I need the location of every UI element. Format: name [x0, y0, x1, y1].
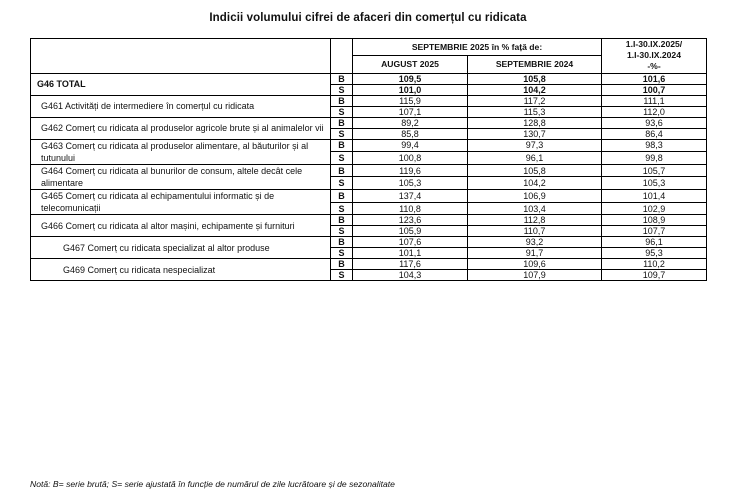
series-label-s-0: S [331, 84, 353, 95]
table-row [31, 139, 707, 152]
series-label-b-2: B [331, 117, 353, 128]
series-label-s-1: S [331, 106, 353, 117]
row-label-8: G469 Comerț cu ridicata nespecializat [31, 259, 331, 281]
value-3-s-september: 96,1 [468, 152, 602, 165]
value-4-b-august: 119,6 [353, 164, 468, 177]
value-8-s-september: 107,9 [468, 270, 602, 281]
value-2-s-cumulative: 86,4 [602, 128, 707, 139]
value-4-b-september: 105,8 [468, 164, 602, 177]
row-label-4: G464 Comerț cu ridicata al bunurilor de consum, altele decât cele alimentare [31, 164, 331, 189]
value-6-s-september: 110,7 [468, 226, 602, 237]
value-6-b-august: 123,6 [353, 215, 468, 226]
value-4-s-september: 104,2 [468, 177, 602, 190]
header-corner-cell [31, 39, 331, 74]
value-6-s-cumulative: 107,7 [602, 226, 707, 237]
value-1-s-september: 115,3 [468, 106, 602, 117]
value-0-s-cumulative: 100,7 [602, 84, 707, 95]
header-group-september-2025: SEPTEMBRIE 2025 în % față de: [353, 39, 602, 56]
value-5-b-september: 106,9 [468, 190, 602, 203]
value-2-b-august: 89,2 [353, 117, 468, 128]
value-8-s-august: 104,3 [353, 270, 468, 281]
value-8-b-cumulative: 110,2 [602, 259, 707, 270]
value-5-s-september: 103,4 [468, 202, 602, 215]
value-0-b-august: 109,5 [353, 73, 468, 84]
value-5-s-cumulative: 102,9 [602, 202, 707, 215]
table-row [31, 117, 707, 128]
series-label-b-8: B [331, 259, 353, 270]
value-3-s-august: 100,8 [353, 152, 468, 165]
value-0-s-august: 101,0 [353, 84, 468, 95]
value-4-s-august: 105,3 [353, 177, 468, 190]
page-title: Indicii volumului cifrei de afaceri din comerțul cu ridicata [209, 12, 527, 24]
table-row [31, 190, 707, 203]
series-label-s-7: S [331, 248, 353, 259]
value-2-b-cumulative: 93,6 [602, 117, 707, 128]
value-7-s-cumulative: 95,3 [602, 248, 707, 259]
value-1-b-august: 115,9 [353, 95, 468, 106]
header-series-cell [331, 39, 353, 74]
row-label-5: G465 Comerț cu ridicata al echipamentului informatic și de telecomunicații [31, 190, 331, 215]
series-label-b-1: B [331, 95, 353, 106]
wholesale-turnover-table [30, 38, 707, 281]
row-label-2: G462 Comerț cu ridicata al produselor agricole brute și al animalelor vii [31, 117, 331, 139]
series-label-b-6: B [331, 215, 353, 226]
value-7-b-september: 93,2 [468, 237, 602, 248]
value-0-b-september: 105,8 [468, 73, 602, 84]
row-label-6: G466 Comerț cu ridicata al altor mașini, echipamente și furnituri [31, 215, 331, 237]
series-label-b-4: B [331, 164, 353, 177]
value-2-s-september: 130,7 [468, 128, 602, 139]
value-7-s-september: 91,7 [468, 248, 602, 259]
table-row [31, 237, 707, 248]
table-container [0, 24, 736, 281]
value-2-s-august: 85,8 [353, 128, 468, 139]
table-row [31, 164, 707, 177]
header-cumulative-line3: -%- [647, 61, 661, 72]
value-1-s-august: 107,1 [353, 106, 468, 117]
row-label-1: G461 Activități de intermediere în comerțul cu ridicata [31, 95, 331, 117]
value-1-s-cumulative: 112,0 [602, 106, 707, 117]
value-5-b-august: 137,4 [353, 190, 468, 203]
value-3-b-september: 97,3 [468, 139, 602, 152]
value-3-b-august: 99,4 [353, 139, 468, 152]
value-1-b-september: 117,2 [468, 95, 602, 106]
header-september-2024: SEPTEMBRIE 2024 [468, 56, 602, 73]
value-1-b-cumulative: 111,1 [602, 95, 707, 106]
value-5-s-august: 110,8 [353, 202, 468, 215]
value-8-b-september: 109,6 [468, 259, 602, 270]
value-7-s-august: 101,1 [353, 248, 468, 259]
header-cumulative-line1: 1.I-30.IX.2025/ [625, 39, 683, 49]
table-row [31, 73, 707, 84]
value-8-b-august: 117,6 [353, 259, 468, 270]
series-label-s-4: S [331, 177, 353, 190]
series-label-s-2: S [331, 128, 353, 139]
value-4-b-cumulative: 105,7 [602, 164, 707, 177]
value-5-b-cumulative: 101,4 [602, 190, 707, 203]
table-header-row-1 [31, 39, 707, 56]
series-label-s-5: S [331, 202, 353, 215]
table-row [31, 215, 707, 226]
value-6-s-august: 105,9 [353, 226, 468, 237]
series-label-s-8: S [331, 270, 353, 281]
value-6-b-cumulative: 108,9 [602, 215, 707, 226]
row-label-0: G46 TOTAL [31, 73, 331, 95]
table-row [31, 259, 707, 270]
series-label-s-6: S [331, 226, 353, 237]
series-label-b-0: B [331, 73, 353, 84]
value-3-s-cumulative: 99,8 [602, 152, 707, 165]
value-4-s-cumulative: 105,3 [602, 177, 707, 190]
row-label-7: G467 Comerț cu ridicata specializat al altor produse [31, 237, 331, 259]
table-footnote: Notă: B= serie brută; S= serie ajustată în funcție de numărul de zile lucrătoare și de sezonalitate [30, 479, 395, 489]
value-2-b-september: 128,8 [468, 117, 602, 128]
header-august-2025: AUGUST 2025 [353, 56, 468, 73]
series-label-b-7: B [331, 237, 353, 248]
row-label-3: G463 Comerț cu ridicata al produselor alimentare, al băuturilor și al tutunului [31, 139, 331, 164]
value-0-b-cumulative: 101,6 [602, 73, 707, 84]
value-8-s-cumulative: 109,7 [602, 270, 707, 281]
header-cumulative-line2: 1.I-30.IX.2024 [627, 50, 681, 61]
series-label-b-5: B [331, 190, 353, 203]
value-7-b-cumulative: 96,1 [602, 237, 707, 248]
value-7-b-august: 107,6 [353, 237, 468, 248]
series-label-b-3: B [331, 139, 353, 152]
series-label-s-3: S [331, 152, 353, 165]
value-3-b-cumulative: 98,3 [602, 139, 707, 152]
table-row [31, 95, 707, 106]
value-0-s-september: 104,2 [468, 84, 602, 95]
header-cumulative-period [602, 39, 707, 74]
value-6-b-september: 112,8 [468, 215, 602, 226]
